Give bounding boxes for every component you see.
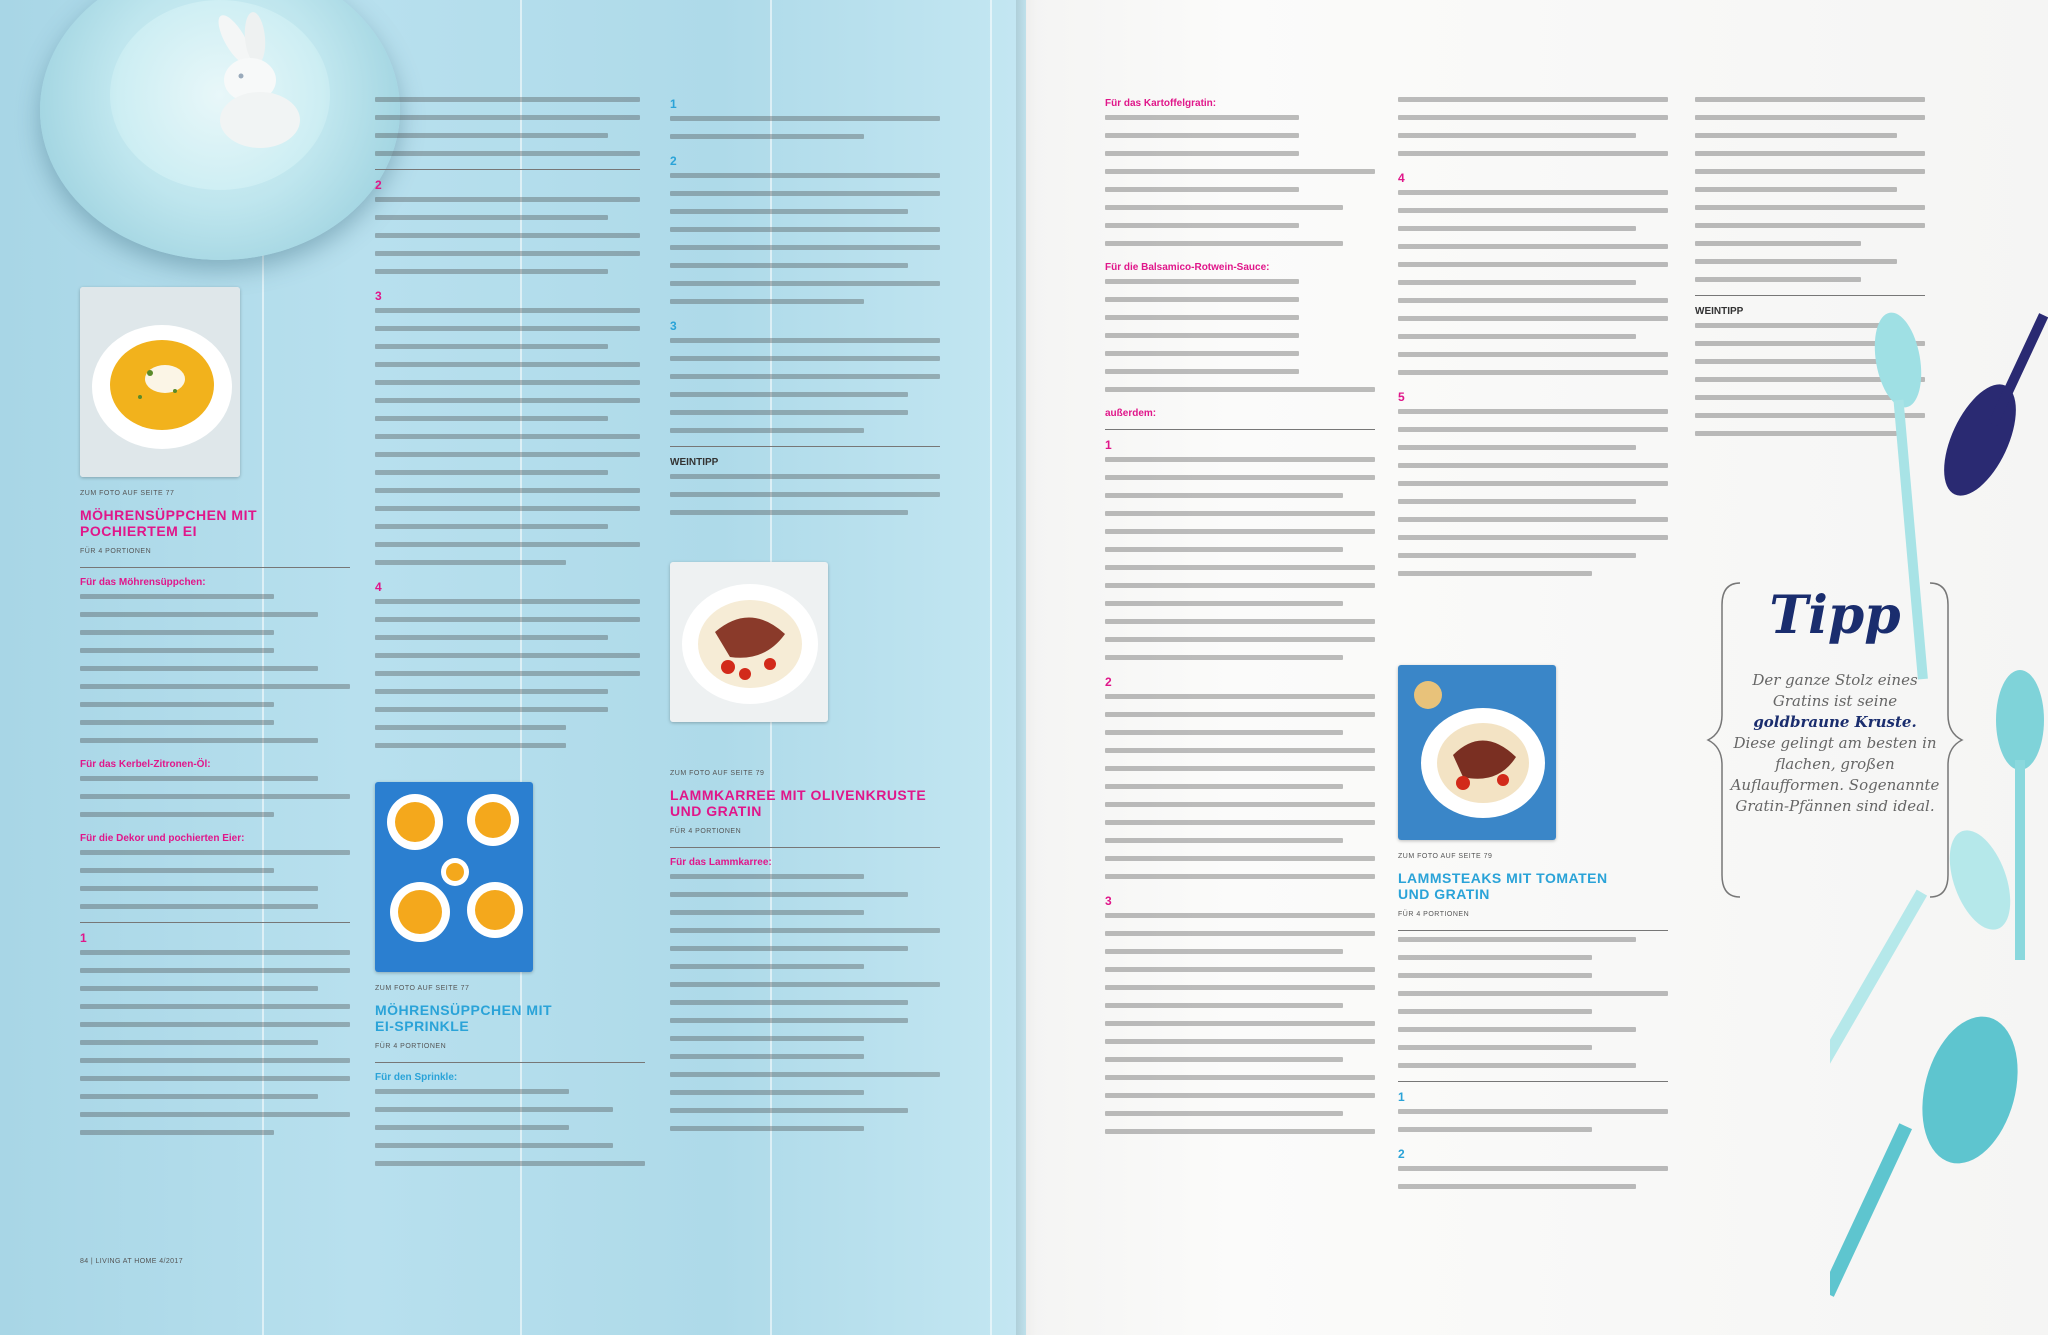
portions-label: FÜR 4 PORTIONEN [1398,911,1470,918]
instructions-text [375,97,640,156]
divider [1398,930,1668,931]
plank-line [990,0,992,1335]
photo-reference: ZUM FOTO AUF SEITE 79 [1398,853,1493,860]
section-heading: Für das Möhrensüppchen: [80,577,206,588]
soup-sprinkle-photo [375,782,533,972]
instructions-text [1398,1166,1668,1189]
ingredients-text [670,874,940,1131]
divider [1695,295,1925,296]
weintipp-text [670,474,940,515]
recipe-title: LAMMSTEAKS MIT TOMATEN UND GRATIN [1398,870,1608,902]
divider [670,847,940,848]
divider [80,567,350,568]
step-number: 3 [375,289,382,303]
ingredients-text [375,1089,645,1166]
instructions-text [375,308,640,565]
tipp-text-part: Der ganze Stolz eines Gratins ist seine [1752,671,1918,710]
step-number: 2 [375,178,382,192]
instructions-text [1105,457,1375,660]
weintipp-label: WEINTIPP [1695,306,1744,317]
tipp-text-part: Diese gelingt am besten in flachen, großen Auflaufformen. Sogenannte Gratin-Pfännen sind ideal. [1730,734,1940,815]
step-number: 4 [1398,171,1405,185]
step-number: 3 [1105,894,1112,908]
portions-label: FÜR 4 PORTIONEN [375,1043,447,1050]
section-heading: Für das Kartoffelgratin: [1105,98,1217,109]
divider [80,922,350,923]
instructions-text [1398,97,1668,156]
step-number: 2 [1398,1147,1405,1161]
section-heading: Für das Lammkarree: [670,857,772,868]
step-number: 1 [1105,438,1112,452]
divider [375,1062,645,1063]
ingredients-text [1105,279,1375,392]
ingredients-text [80,594,350,743]
gutter-shadow [1016,0,1038,1335]
page-footer: 84 | LIVING AT HOME 4/2017 [80,1258,184,1265]
instructions-text [1398,190,1668,375]
step-number: 4 [375,580,382,594]
prep-time-text [1398,553,1668,576]
step-number: 1 [1398,1090,1405,1104]
step-number: 2 [670,154,677,168]
step-number: 2 [1105,675,1112,689]
step-number: 5 [1398,390,1405,404]
tipp-title: Tipp [1769,585,1901,646]
section-heading: Für das Kerbel-Zitronen-Öl: [80,759,211,770]
step-number: 1 [80,931,87,945]
divider [375,169,640,170]
prep-time-text [670,410,940,433]
instructions-text [1105,694,1375,879]
bunny-figurine-image [195,10,315,150]
portions-label: FÜR 4 PORTIONEN [80,548,152,555]
spoons-image [1830,300,2048,1335]
section-heading: Für den Sprinkle: [375,1072,458,1083]
step-number: 1 [670,97,677,111]
ingredients-text [1398,937,1668,1068]
instructions-text [375,599,640,694]
recipe-title: LAMMKARREE MIT OLIVENKRUSTE UND GRATIN [670,787,927,819]
photo-reference: ZUM FOTO AUF SEITE 77 [375,985,470,992]
instructions-text [375,197,640,274]
lamb-steak-photo [1398,665,1556,840]
portions-label: FÜR 4 PORTIONEN [670,828,742,835]
recipe-title: MÖHRENSÜPPCHEN MIT EI-SPRINKLE [375,1002,553,1034]
divider [670,446,940,447]
ingredients-text [1105,115,1375,246]
photo-reference: ZUM FOTO AUF SEITE 77 [80,490,175,497]
instructions-text [1398,409,1668,540]
recipe-title: MÖHRENSÜPPCHEN MIT POCHIERTEM EI [80,507,258,539]
divider [1105,429,1375,430]
instructions-text [670,338,940,397]
divider [1398,1081,1668,1082]
section-heading: außerdem: [1105,408,1157,419]
instructions-text [80,950,350,1135]
photo-reference: ZUM FOTO AUF SEITE 79 [670,770,765,777]
prep-time-text [1695,259,1925,282]
instructions-text [1695,97,1925,246]
weintipp-label: WEINTIPP [670,457,719,468]
ingredients-text [80,850,350,909]
lamb-rack-photo [670,562,828,722]
soup-egg-photo [80,287,240,477]
instructions-text [1105,913,1375,1134]
instructions-text [1398,1109,1668,1132]
ingredients-text [80,776,350,817]
tipp-text-bold: goldbraune Kruste. [1753,713,1917,731]
instructions-text [670,173,940,304]
instructions-text [670,116,940,139]
step-number: 3 [670,319,677,333]
prep-time-text [375,707,640,748]
section-heading: Für die Balsamico-Rotwein-Sauce: [1105,262,1270,273]
section-heading: Für die Dekor und pochierten Eier: [80,833,245,844]
